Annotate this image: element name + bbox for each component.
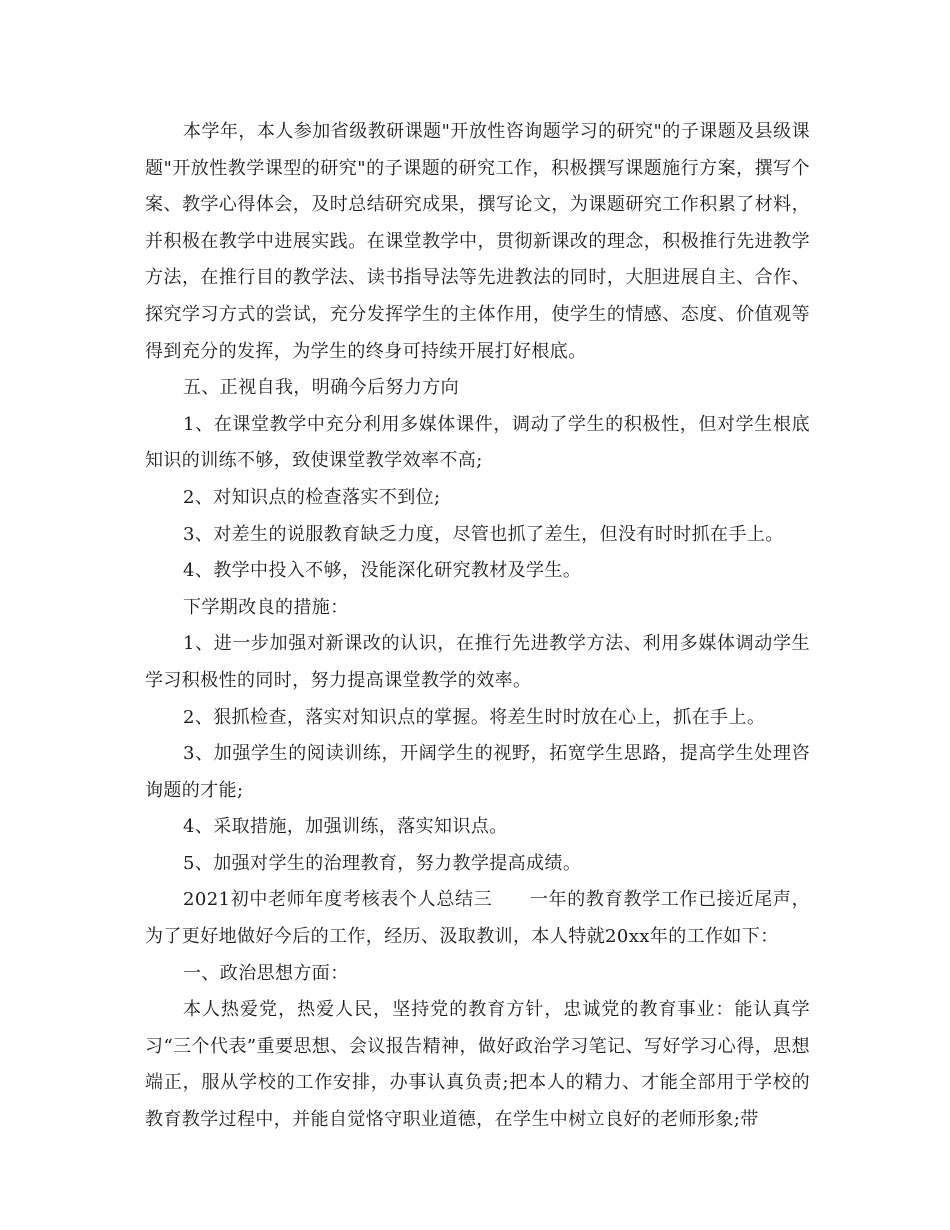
measure-item-1: 1、进一步加强对新课改的认识，在推行先进教学方法、利用多媒体调动学生学习积极性的同时，努力提高课堂教学的效率。 [145,633,810,691]
measure-item-4: 4、采取措施，加强训练，落实知识点。 [183,816,508,838]
heading-improvement-measures: 下学期改良的措施： [183,596,349,618]
paragraph-research-work: 本学年，本人参加省级教研课题"开放性咨询题学习的研究"的子课题及县级课题"开放性教学课型的研究"的子课题的研究工作，积极撰写课题施行方案，撰写个案、教学心得体会，及时总结研究成果，撰写论文，为课题研究工作积累了材料，并积极在教学中进展实践。在课堂教学中，贯彻新课改的理念，积极推行先进教学方法，在推行目的教学法、读书指导法等先进教法的同时，大胆进展自主、合作、探究学习方式的尝试，充分发挥学生的主体作用，使学生的情感、态度、价值观等得到充分的发挥，为学生的终身可持续开展打好根底。 [145,121,810,362]
measure-item-3: 3、加强学生的阅读训练，开阔学生的视野，拓宽学生思路，提高学生处理咨询题的才能; [145,743,810,801]
list-item-3: 3、对差生的说服教育缺乏力度，尽管也抓了差生，但没有时时抓在手上。 [183,523,784,545]
heading-section-five: 五、正视自我，明确今后努力方向 [183,377,459,399]
list-item-4: 4、教学中投入不够，没能深化研究教材及学生。 [183,560,582,582]
list-item-2: 2、对知识点的检查落实不到位; [183,486,441,508]
document-body [145,114,810,1139]
list-item-1: 1、在课堂教学中充分利用多媒体课件，调动了学生的积极性，但对学生根底知识的训练不够，致使课堂教学效率不高; [145,413,810,472]
measure-item-2: 2、狠抓检查，落实对知识点的掌握。将差生时时放在心上，抓在手上。 [183,706,766,728]
heading-political-thought: 一、政治思想方面： [183,962,349,984]
paragraph-political-thought: 本人热爱党，热爱人民，坚持党的教育方针，忠诚党的教育事业：能认真学习“三个代表”重要思想、会议报告精神，做好政治学习笔记、写好学习心得，思想端正，服从学校的工作安排，办事认真负责;把本人的精力、才能全部用于学校的教育教学过程中，并能自觉恪守职业道德，在学生中树立良好的老师形象;带 [145,999,810,1131]
measure-item-5: 5、加强对学生的治理教育，努力教学提高成绩。 [183,852,582,874]
summary-three-intro: 2021初中老师年度考核表个人总结三 一年的教育教学工作已接近尾声，为了更好地做好今后的工作，经历、汲取教训，本人特就20xx年的工作如下： [145,889,810,948]
